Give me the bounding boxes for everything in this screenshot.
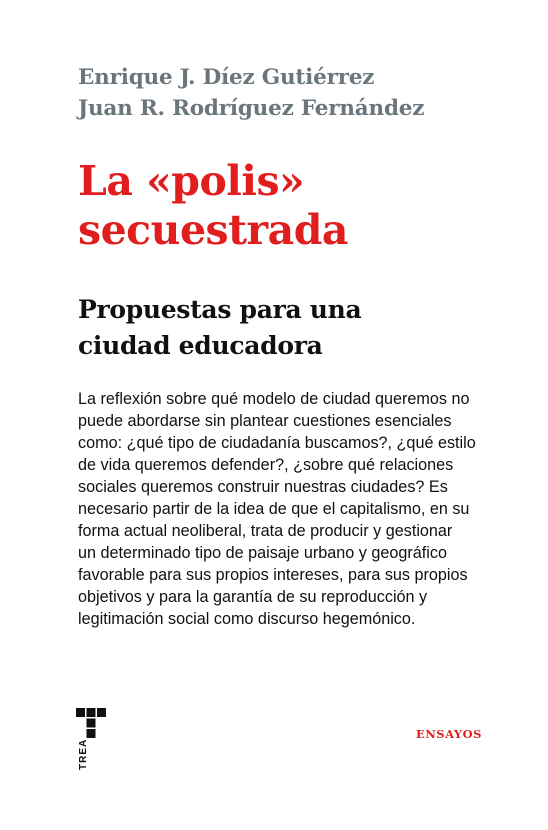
blurb-line: objetivos y para la garantía de su reproducción y bbox=[78, 588, 428, 606]
book-title bbox=[78, 157, 348, 255]
blurb-line: puede abordarse sin plantear cuestiones esenciales bbox=[78, 412, 452, 430]
publisher-mark-icon bbox=[76, 708, 106, 738]
subtitle-line: ciudad educadora bbox=[78, 331, 323, 360]
title-line: secuestrada bbox=[78, 206, 348, 254]
blurb-line: como: ¿qué tipo de ciudadanía buscamos?, ¿qué estilo bbox=[78, 434, 476, 452]
publisher-name: TREA bbox=[78, 738, 89, 770]
blurb-line: de vida queremos defender?, ¿sobre qué relaciones bbox=[78, 456, 454, 474]
subtitle-line: Propuestas para una bbox=[78, 295, 362, 324]
authors bbox=[78, 62, 424, 124]
author-name: Juan R. Rodríguez Fernández bbox=[78, 96, 425, 121]
blurb-line: forma actual neoliberal, trata de producir y gestionar bbox=[78, 522, 453, 540]
blurb-line: necesario partir de la idea de que el capitalismo, en su bbox=[78, 500, 470, 518]
book-subtitle bbox=[78, 292, 361, 364]
blurb-line: favorable para sus propios intereses, para sus propios bbox=[78, 566, 468, 584]
blurb-line: un determinado tipo de paisaje urbano y geográfico bbox=[78, 544, 447, 562]
collection-name: ENSAYOS bbox=[416, 727, 482, 741]
title-line: La «polis» bbox=[78, 157, 305, 205]
book-blurb bbox=[78, 388, 478, 630]
blurb-line: legitimación social como discurso hegemónico. bbox=[78, 610, 416, 628]
blurb-line: sociales queremos construir nuestras ciudades? Es bbox=[78, 478, 448, 496]
author-name: Enrique J. Díez Gutiérrez bbox=[78, 65, 375, 90]
blurb-line: La reflexión sobre qué modelo de ciudad queremos no bbox=[78, 390, 470, 408]
publisher-logo bbox=[76, 708, 106, 778]
